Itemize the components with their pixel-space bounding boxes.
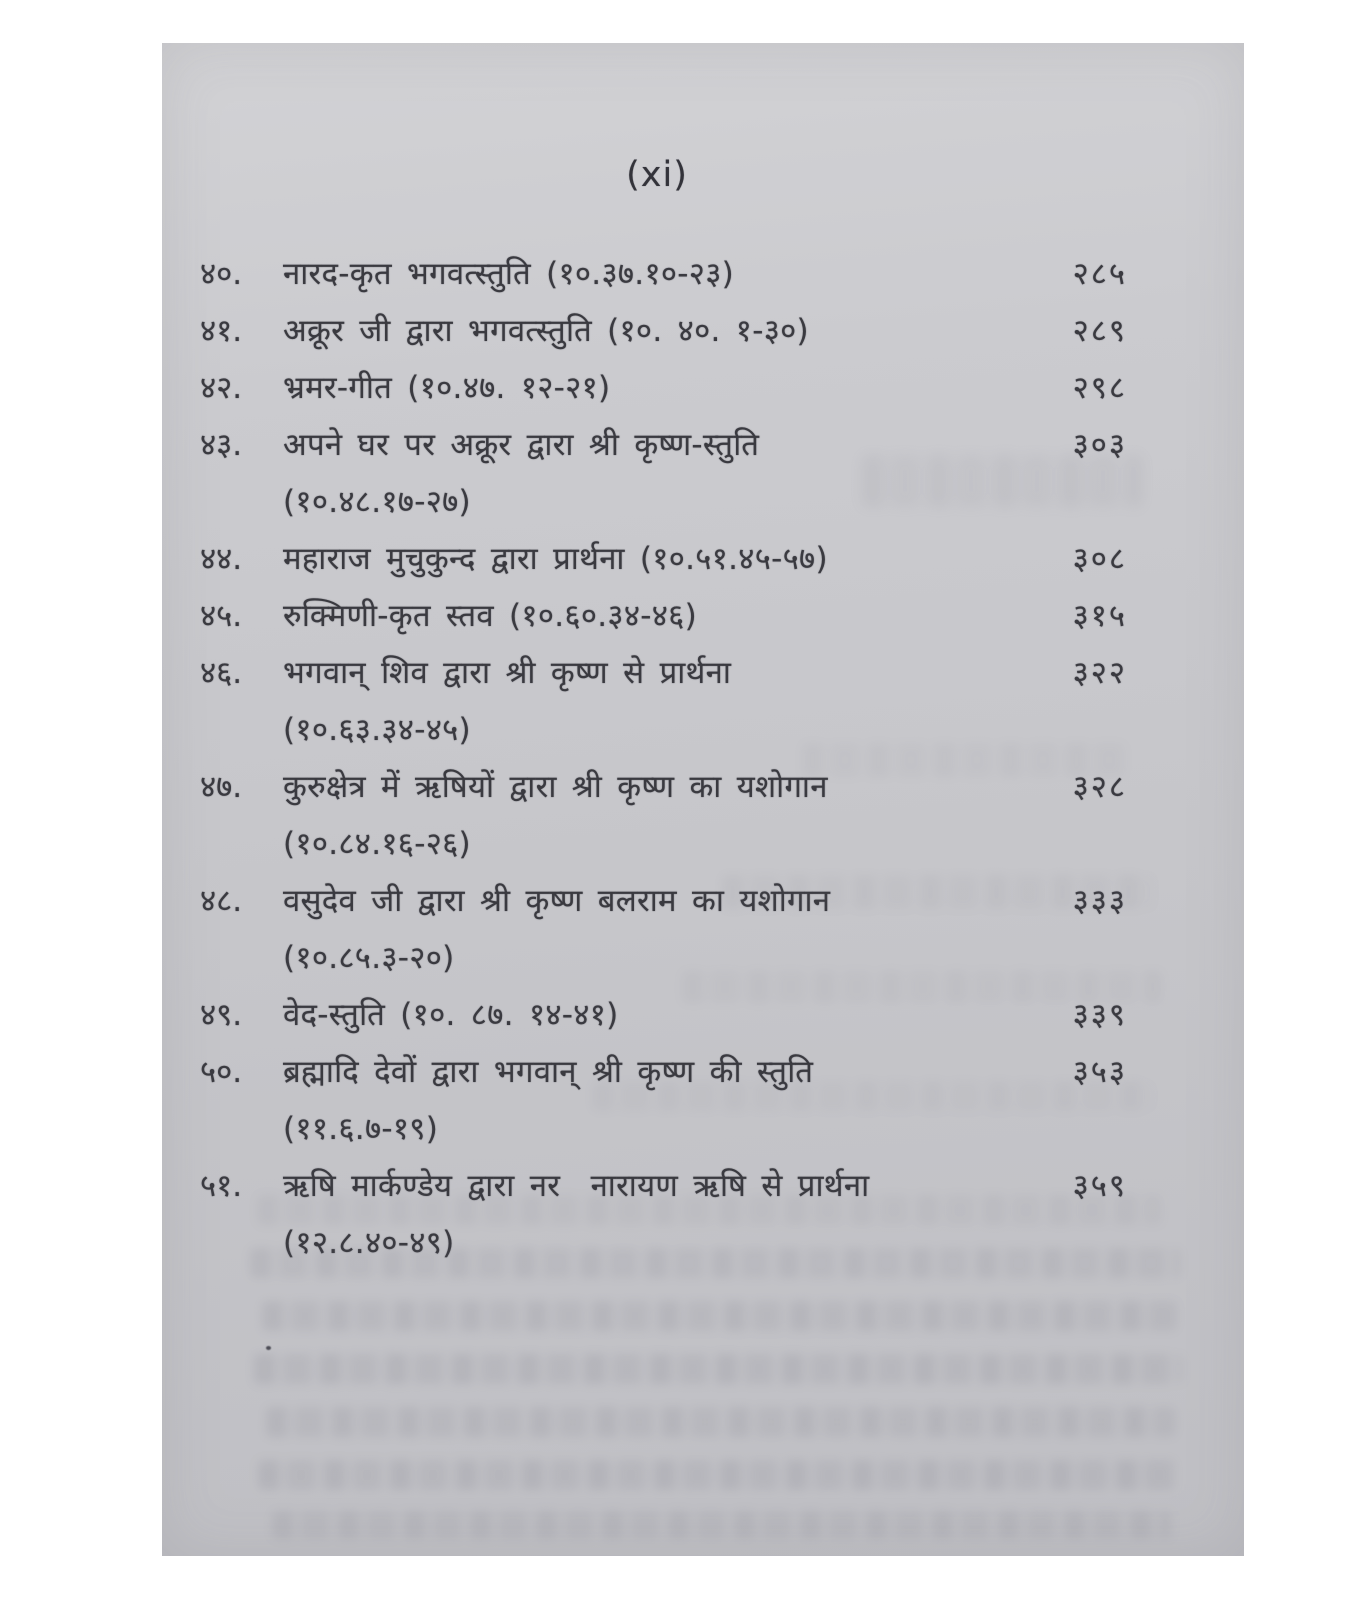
bleed-through-text <box>258 1460 1178 1490</box>
toc-entry-page-number: ३०८ <box>1072 541 1127 577</box>
toc-entry-number: ५०. <box>200 1054 243 1090</box>
toc-entry-title: अक्रूर जी द्वारा भगवत्स्तुति (१०. ४०. १-३०) <box>283 313 809 349</box>
bleed-through-text <box>266 1407 1176 1437</box>
toc-entry-title: वसुदेव जी द्वारा श्री कृष्ण बलराम का यशोगान <box>283 883 831 919</box>
toc-entry-page-number: ३१५ <box>1072 598 1127 634</box>
toc-entry-body <box>283 246 1027 303</box>
toc-entry-page-number: २९८ <box>1072 370 1127 406</box>
bleed-through-text <box>254 1354 1182 1384</box>
toc-entry-verse-ref: (१०.८४.१६-२६) <box>283 826 471 862</box>
toc-entry-body <box>283 588 1027 645</box>
toc-entry-body <box>283 645 1027 759</box>
toc-entry-title: भगवान् शिव द्वारा श्री कृष्ण से प्रार्थना <box>283 655 732 691</box>
table-of-contents <box>200 246 1127 1272</box>
toc-entry-page-number: २८९ <box>1072 313 1127 349</box>
toc-entry-number: ५१. <box>200 1168 243 1204</box>
toc-entry-number: ४१. <box>200 313 243 349</box>
toc-entry <box>200 588 1127 645</box>
bleed-through-text <box>262 1301 1177 1331</box>
toc-entry-number: ४७. <box>200 769 243 805</box>
toc-entry-verse-ref: (१०.६३.३४-४५) <box>283 712 471 748</box>
toc-entry-body <box>283 1044 1027 1158</box>
toc-entry <box>200 303 1127 360</box>
toc-entry <box>200 1044 1127 1158</box>
toc-entry <box>200 1158 1127 1272</box>
toc-entry-page-number: ३०३ <box>1072 427 1127 463</box>
bleed-through-text <box>272 1511 1172 1539</box>
toc-entry-verse-ref: (१०.८५.३-२०) <box>283 940 455 976</box>
toc-entry-body <box>283 531 1027 588</box>
toc-entry-title: नारद-कृत भगवत्स्तुति (१०.३७.१०-२३) <box>283 256 735 292</box>
toc-entry <box>200 417 1127 531</box>
toc-entry-number: ४९. <box>200 997 243 1033</box>
toc-entry-number: ४६. <box>200 655 243 691</box>
toc-entry <box>200 360 1127 417</box>
toc-entry-number: ४२. <box>200 370 243 406</box>
toc-entry-verse-ref: (११.६.७-१९) <box>283 1111 439 1147</box>
toc-entry <box>200 246 1127 303</box>
toc-entry-body <box>283 417 1027 531</box>
toc-entry-page-number: २८५ <box>1072 256 1127 292</box>
toc-entry <box>200 759 1127 873</box>
toc-entry-verse-ref: (१०.४८.१७-२७) <box>283 484 471 520</box>
toc-entry <box>200 873 1127 987</box>
toc-entry-page-number: ३३९ <box>1072 997 1127 1033</box>
toc-entry <box>200 987 1127 1044</box>
toc-entry <box>200 645 1127 759</box>
toc-entry-number: ४८. <box>200 883 243 919</box>
toc-entry-title: रुक्मिणी-कृत स्तव (१०.६०.३४-४६) <box>283 598 697 634</box>
toc-entry-page-number: ३२८ <box>1072 769 1127 805</box>
page-number-roman: (xi) <box>626 155 688 195</box>
toc-entry-page-number: ३५९ <box>1072 1168 1127 1204</box>
toc-entry-title: ऋषि मार्कण्डेय द्वारा नर नारायण ऋषि से प्रार्थना <box>283 1168 870 1204</box>
toc-entry-body <box>283 987 1027 1044</box>
paper-speck <box>266 1346 271 1350</box>
toc-entry-page-number: ३२२ <box>1072 655 1127 691</box>
toc-entry-page-number: ३३३ <box>1072 883 1127 919</box>
toc-entry-number: ४५. <box>200 598 243 634</box>
toc-entry-page-number: ३५३ <box>1072 1054 1127 1090</box>
toc-entry <box>200 531 1127 588</box>
toc-entry-title: ब्रह्मादि देवों द्वारा भगवान् श्री कृष्ण की स्तुति <box>283 1054 814 1090</box>
toc-entry-verse-ref: (१२.८.४०-४९) <box>283 1225 455 1261</box>
toc-entry-title: महाराज मुचुकुन्द द्वारा प्रार्थना (१०.५१.४५-५७) <box>283 541 828 577</box>
toc-entry-body <box>283 360 1027 417</box>
toc-entry-body <box>283 303 1027 360</box>
toc-entry-number: ४०. <box>200 256 243 292</box>
toc-entry-title: कुरुक्षेत्र में ऋषियों द्वारा श्री कृष्ण का यशोगान <box>283 769 828 805</box>
toc-entry-title: भ्रमर-गीत (१०.४७. १२-२१) <box>283 370 611 406</box>
toc-entry-title: अपने घर पर अक्रूर द्वारा श्री कृष्ण-स्तुति <box>283 427 760 463</box>
toc-entry-body <box>283 873 1027 987</box>
toc-entry-body <box>283 759 1027 873</box>
toc-entry-number: ४४. <box>200 541 243 577</box>
toc-entry-body <box>283 1158 1027 1272</box>
toc-entry-title: वेद-स्तुति (१०. ८७. १४-४१) <box>283 997 619 1033</box>
book-page <box>162 43 1244 1556</box>
toc-entry-number: ४३. <box>200 427 243 463</box>
